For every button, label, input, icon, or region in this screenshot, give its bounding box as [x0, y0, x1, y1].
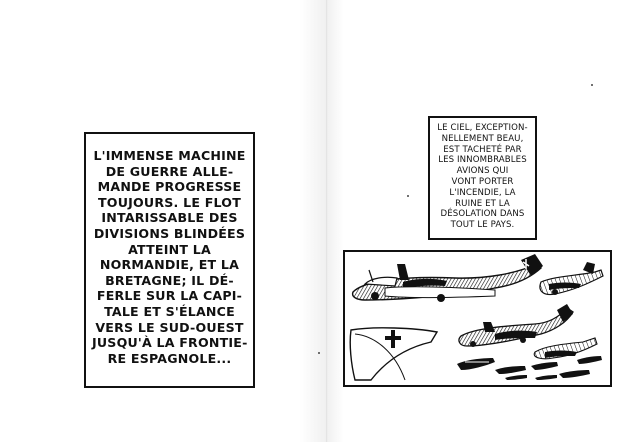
left-caption-line: FERLE SUR LA CAPI- — [96, 288, 243, 304]
left-caption-line: BRETAGNE; IL DÉ- — [105, 272, 234, 288]
right-caption-line: L'INCENDIE, LA — [449, 187, 516, 198]
right-caption-line: AVIONS QUI — [456, 166, 509, 177]
foreground-wing — [350, 328, 437, 380]
aircraft-formation-illustration — [345, 252, 610, 385]
page-speck — [318, 352, 320, 354]
left-caption-line: NORMANDIE, ET LA — [99, 257, 240, 273]
left-caption-line: TOUJOURS. LE FLOT — [98, 194, 241, 210]
distant-bombers — [457, 356, 602, 380]
page-speck — [591, 84, 593, 86]
left-caption-line: INTARISSABLE DES — [101, 210, 238, 226]
left-caption-line: DIVISIONS BLINDÉES — [93, 225, 246, 241]
left-caption-line: L'IMMENSE MACHINE — [93, 148, 246, 163]
right-caption-line: LES INNOMBRABLES — [438, 155, 527, 166]
aircraft-illustration-panel — [343, 250, 612, 387]
bomber-large — [353, 254, 543, 302]
left-caption-line: DE GUERRE ALLE- — [105, 163, 234, 179]
right-caption-line: VONT PORTER — [451, 176, 514, 187]
right-caption-box — [428, 116, 537, 240]
page-gutter — [326, 0, 328, 442]
left-caption-box — [84, 132, 255, 388]
bomber-top-right — [540, 262, 603, 295]
right-caption-line: DÉSOLATION DANS — [440, 209, 525, 220]
page-speck — [407, 195, 409, 197]
right-caption-line: TOUT LE PAYS. — [450, 220, 515, 231]
left-caption-line: TALE ET S'ÉLANCE — [104, 303, 235, 319]
left-caption-line: JUSQU'À LA FRONTIE- — [92, 335, 248, 351]
bomber-lower — [534, 338, 597, 359]
bomber-middle — [459, 304, 573, 347]
left-caption-line: VERS LE SUD-OUEST — [95, 319, 244, 335]
right-caption-line: NELLEMENT BEAU, — [441, 133, 524, 144]
right-caption-line: RUINE ET LA — [455, 198, 510, 209]
left-caption-line: RE ESPAGNOLE... — [107, 350, 232, 366]
left-caption-line: MANDE PROGRESSE — [97, 179, 242, 195]
right-caption-line: EST TACHETÉ PAR — [443, 144, 522, 155]
left-caption-line: ATTEINT LA — [128, 241, 211, 257]
right-caption-line: LE CIEL, EXCEPTION- — [437, 123, 528, 133]
